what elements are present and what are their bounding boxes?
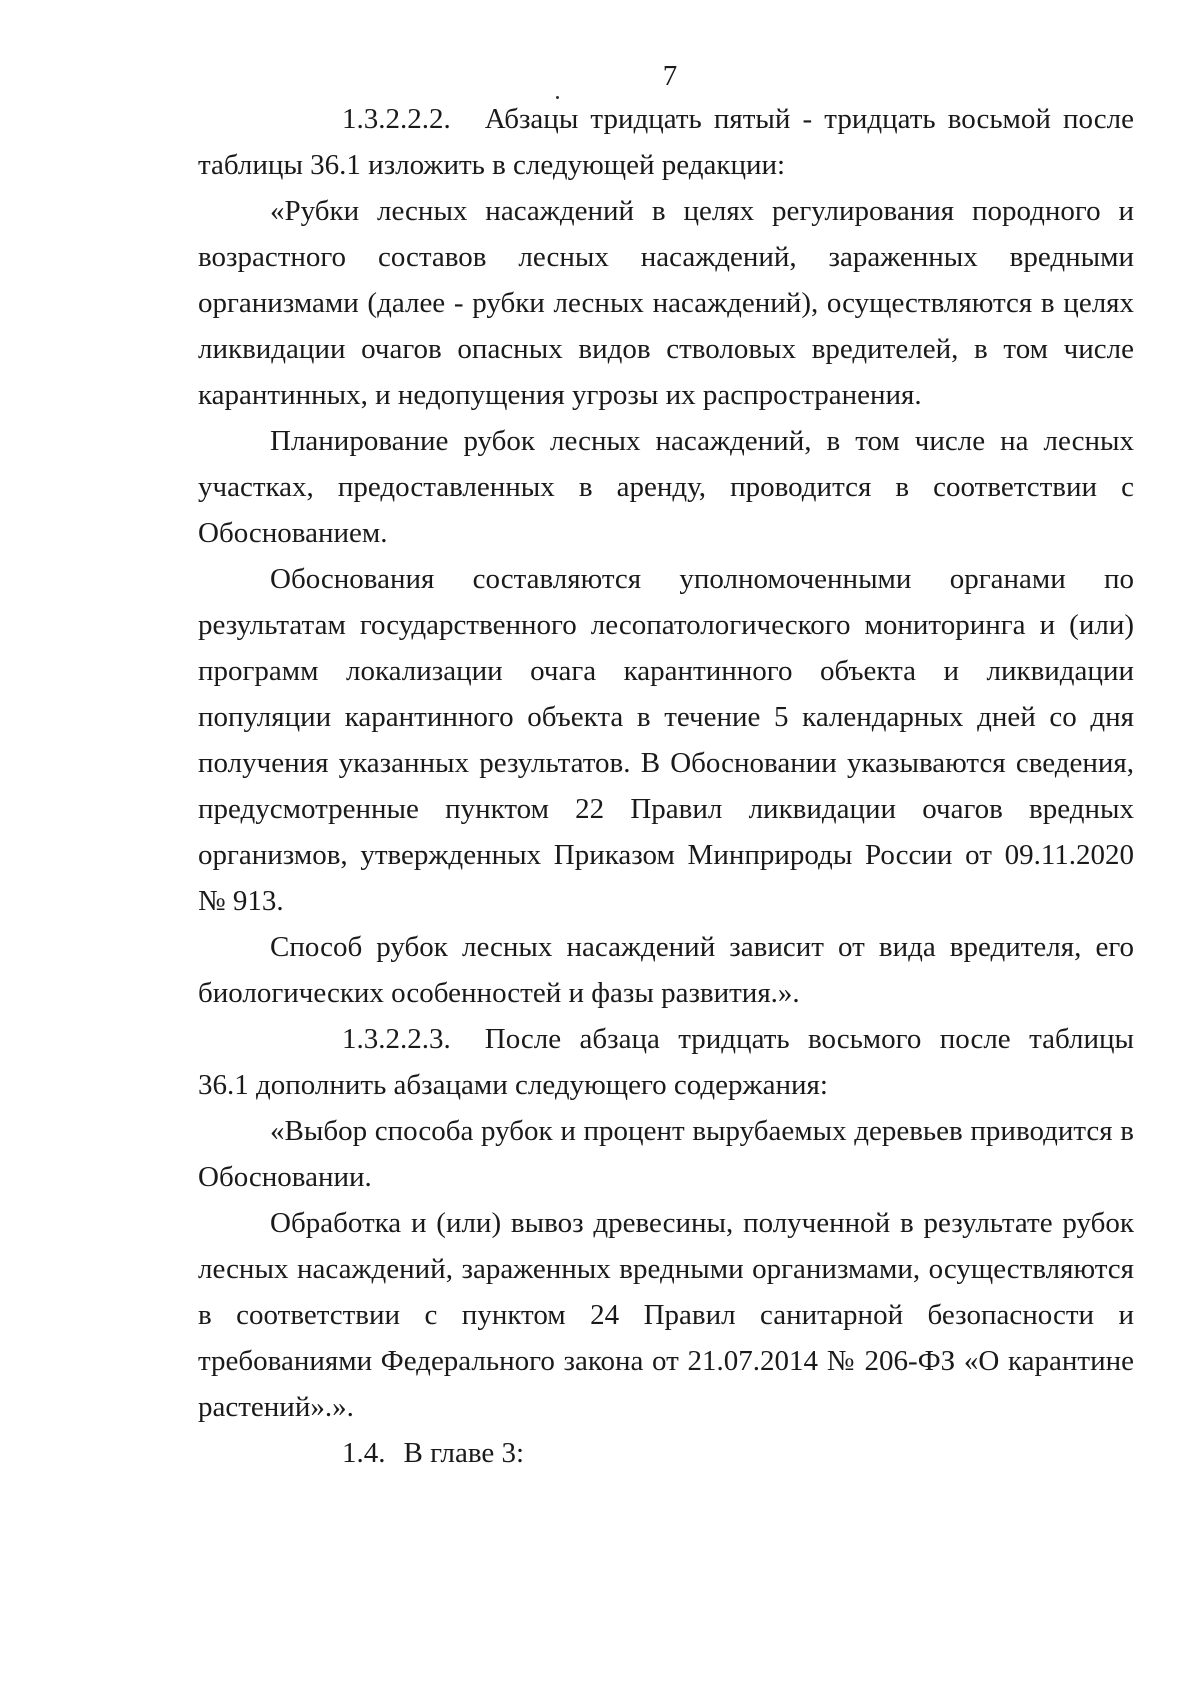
paragraph-text: Планирование рубок лесных насаждений, в том числе на лесных участках, предоставленных в аренду, проводится в соответствии с Обоснованием. xyxy=(198,425,1134,549)
paragraph-text: После абзаца тридцать восьмого после таблицы 36.1 дополнить абзацами следующего содержания: xyxy=(198,1023,1134,1101)
paragraph-text: Обоснования составляются уполномоченными органами по результатам государственного лесопатологического мониторинга и (или) программ локализации очага карантинного объекта и ликвидации популяции карантинного объекта в течение 5 календарных дней со дня получения указанных результатов. В Обосновании указываются сведения, предусмотренные пунктом 22 Правил ликвидации очагов вредных организмов, утвержденных Приказом Минприроды России от 09.11.2020 № 913. xyxy=(198,563,1134,917)
clause-number: 1.3.2.2.2. xyxy=(342,103,451,135)
clause-number: 1.3.2.2.3. xyxy=(342,1023,451,1055)
paragraph-felling-method xyxy=(198,924,1134,1016)
paragraph-felling-purpose xyxy=(198,188,1134,418)
paragraph-1-4 xyxy=(198,1430,1134,1476)
page-number: 7 xyxy=(662,60,678,92)
paragraph-text: «Выбор способа рубок и процент вырубаемых деревьев приводится в Обосновании. xyxy=(198,1115,1134,1193)
paragraph-1-3-2-2-3 xyxy=(198,1016,1134,1108)
paragraph-justification xyxy=(198,556,1134,924)
clause-number: 1.4. xyxy=(342,1437,386,1469)
paragraph-1-3-2-2-2 xyxy=(198,96,1134,188)
paragraph-text: Абзацы тридцать пятый - тридцать восьмой после таблицы 36.1 изложить в следующей редакции: xyxy=(198,103,1134,181)
paragraph-text: Обработка и (или) вывоз древесины, полученной в результате рубок лесных насаждений, зараженных вредными организмами, осуществляются в соответствии с пунктом 24 Правил санитарной безопасности и требованиями Федерального закона от 21.07.2014 № 206-ФЗ «О карантине растений».». xyxy=(198,1207,1134,1423)
paragraph-text: В главе 3: xyxy=(403,1437,525,1469)
paragraph-text: «Рубки лесных насаждений в целях регулирования породного и возрастного составов лесных насаждений, зараженных вредными организмами (далее - рубки лесных насаждений), осуществляются в целях ликвидации очагов опасных видов стволовых вредителей, в том числе карантинных, и недопущения угрозы их распространения. xyxy=(198,195,1134,411)
paragraph-wood-processing xyxy=(198,1200,1134,1430)
paragraph-text: Способ рубок лесных насаждений зависит от вида вредителя, его биологических особенностей и фазы развития.». xyxy=(198,931,1134,1009)
document-body xyxy=(198,96,1134,1476)
paragraph-felling-planning xyxy=(198,418,1134,556)
paragraph-method-choice xyxy=(198,1108,1134,1200)
